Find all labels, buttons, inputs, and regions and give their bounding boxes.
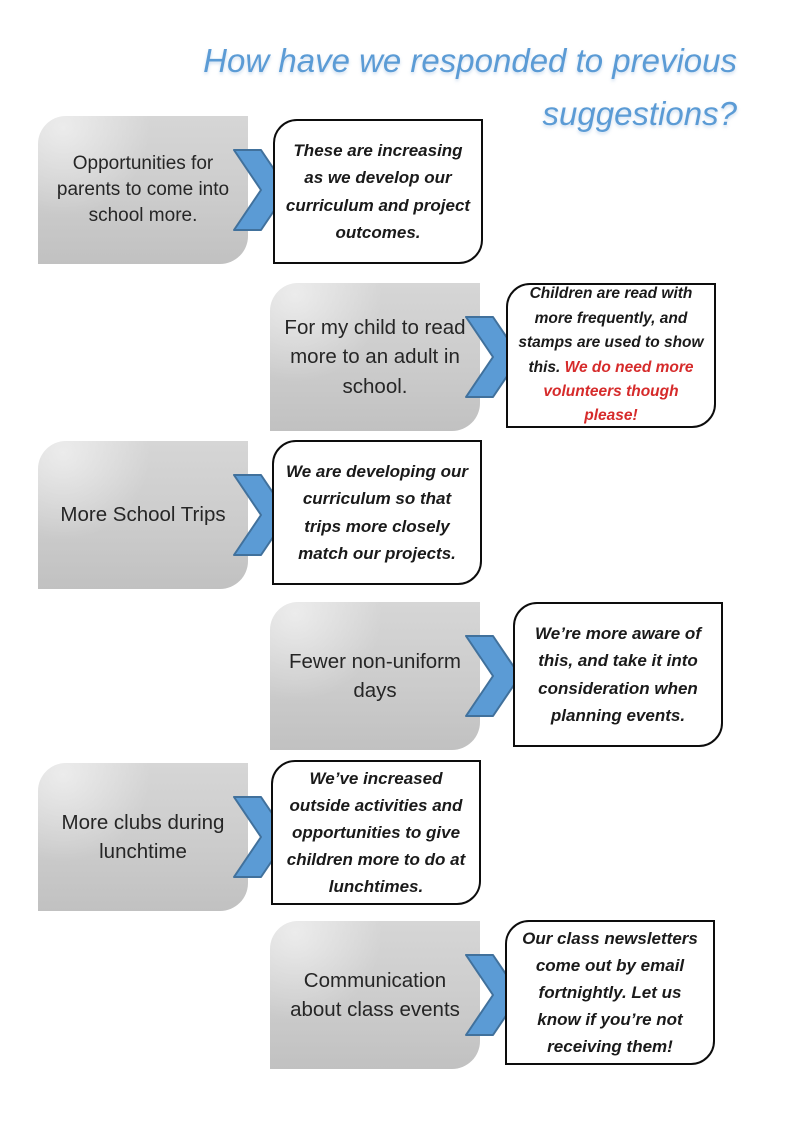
suggestion-box-4: [270, 602, 480, 750]
response-text-2: [518, 282, 704, 429]
suggestion-box-5: [38, 763, 248, 911]
response-box-4: [513, 602, 723, 747]
suggestion-text-2: For my child to read more to an adult in school.: [284, 316, 466, 398]
suggestion-text-1: Opportunities for parents to come into school more.: [56, 153, 230, 226]
response-box-2: [506, 283, 716, 428]
response-text-3-main: We are developing our curriculum so that trips more closely match our projects.: [285, 462, 468, 563]
response-text-6: [517, 925, 703, 1061]
response-text-5-main: We’ve increased outside activities and opportunities to give children more to do at lunchtimes.: [286, 768, 466, 897]
suggestion-text-5: More clubs during lunchtime: [61, 810, 225, 863]
response-text-5: [283, 765, 469, 901]
suggestion-text-3: More School Trips: [60, 503, 226, 527]
response-box-5: [271, 760, 481, 905]
suggestion-box-6: [270, 921, 480, 1069]
response-text-2-warning: We do need more volunteers though please!: [543, 358, 694, 425]
response-text-2-main: Children are read with more frequently, and stamps are used to show this.: [518, 285, 704, 376]
response-text-4-main: We’re more aware of this, and take it into consideration when planning events.: [535, 624, 701, 725]
response-text-1-main: These are increasing as we develop our curriculum and project outcomes.: [285, 141, 471, 242]
response-text-6-main: Our class newsletters come out by email fortnightly. Let us know if you’re not receiving them!: [522, 928, 698, 1057]
title-line-2: suggestions?: [542, 95, 737, 132]
suggestion-box-1: [38, 116, 248, 264]
title-line-1: How have we responded to previous: [203, 42, 737, 79]
response-box-1: [273, 119, 483, 264]
suggestion-box-3: [38, 441, 248, 589]
response-text-1: [285, 137, 471, 246]
suggestion-text-6: Communication about class events: [290, 968, 460, 1021]
response-text-3: [284, 458, 470, 567]
response-text-4: [525, 620, 711, 729]
suggestion-text-4: Fewer non-uniform days: [288, 649, 462, 702]
response-box-6: [505, 920, 715, 1065]
suggestion-box-2: [270, 283, 480, 431]
response-box-3: [272, 440, 482, 585]
